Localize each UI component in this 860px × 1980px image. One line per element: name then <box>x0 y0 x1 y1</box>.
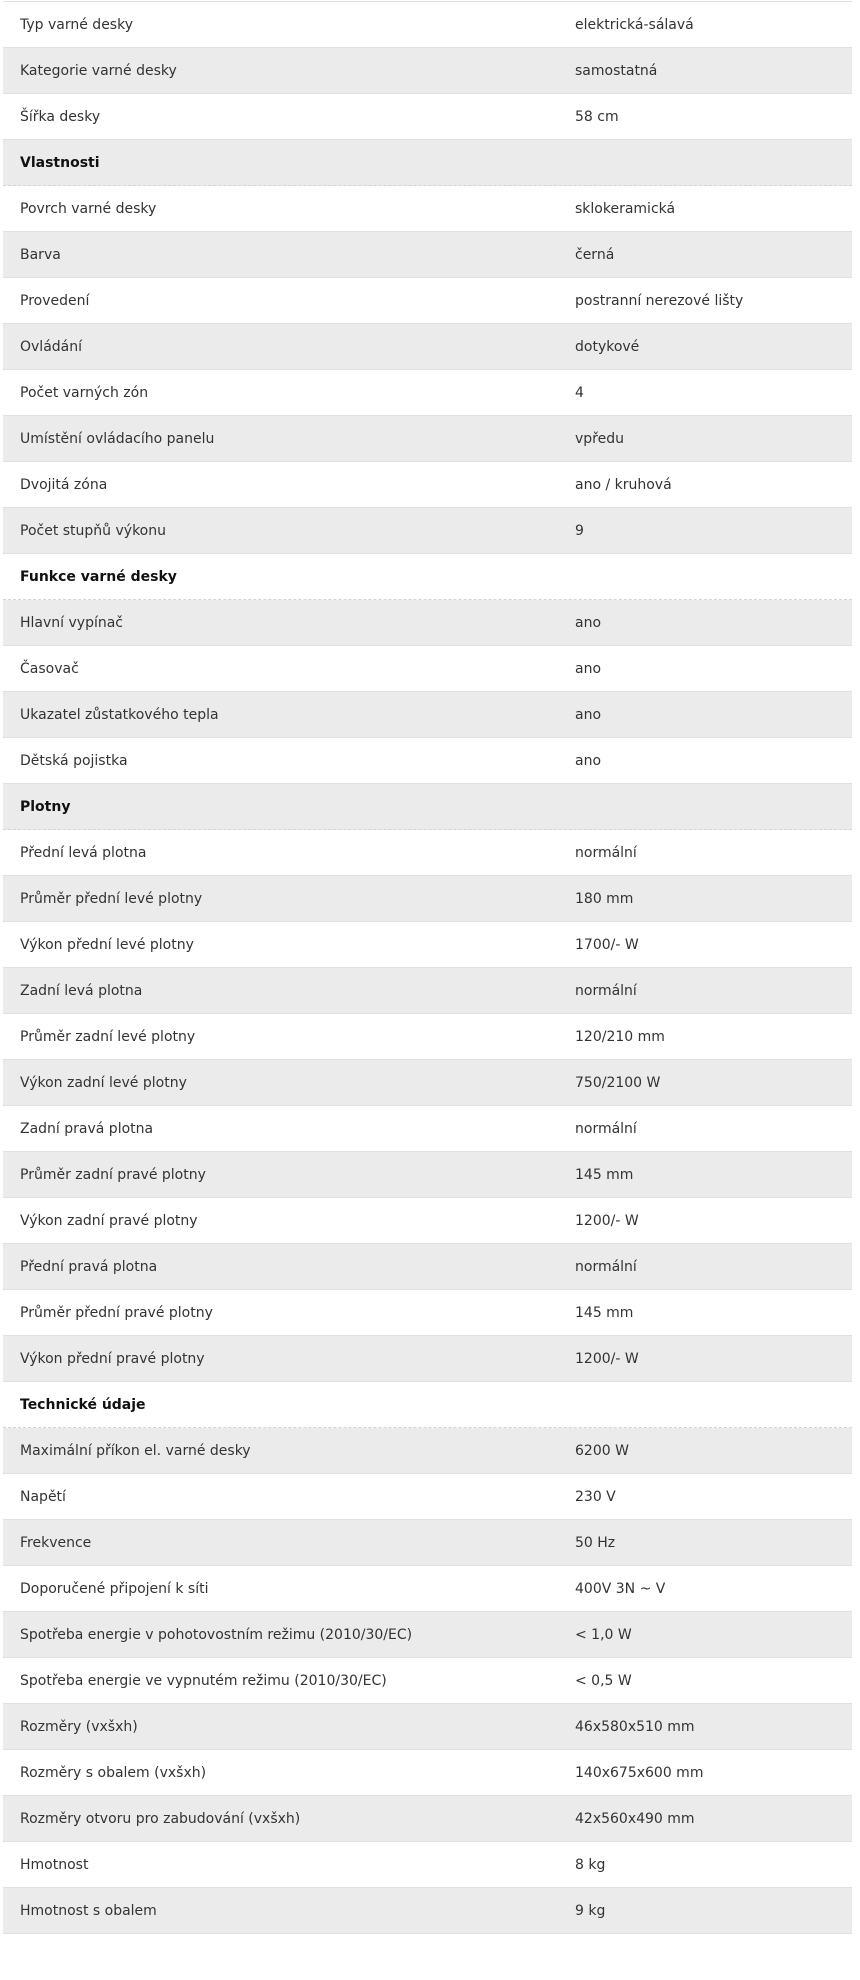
spec-row <box>3 1244 852 1290</box>
spec-row <box>3 1520 852 1566</box>
spec-label: Umístění ovládacího panelu <box>20 430 215 447</box>
spec-value: ano / kruhová <box>575 476 672 493</box>
spec-value: postranní nerezové lišty <box>575 292 744 309</box>
spec-value: normální <box>575 1120 637 1137</box>
spec-row <box>3 876 852 922</box>
spec-value: vpředu <box>575 430 624 447</box>
spec-label: Výkon přední pravé plotny <box>20 1350 205 1367</box>
spec-label: Rozměry (vxšxh) <box>20 1718 138 1735</box>
spec-row <box>3 1198 852 1244</box>
spec-row <box>3 1428 852 1474</box>
spec-label: Povrch varné desky <box>20 200 157 217</box>
spec-value: černá <box>575 246 615 263</box>
spec-value: normální <box>575 844 637 861</box>
spec-value: 750/2100 W <box>575 1074 661 1091</box>
spec-label: Průměr přední pravé plotny <box>20 1304 213 1321</box>
spec-value: normální <box>575 1258 637 1275</box>
spec-label: Přední levá plotna <box>20 844 147 861</box>
spec-value: 9 kg <box>575 1902 606 1919</box>
spec-row <box>3 1842 852 1888</box>
spec-label: Ukazatel zůstatkového tepla <box>20 706 219 723</box>
spec-label: Provedení <box>20 292 90 309</box>
spec-value: 4 <box>575 384 584 401</box>
spec-value: sklokeramická <box>575 200 676 217</box>
spec-label: Dětská pojistka <box>20 752 128 769</box>
spec-label: Doporučené připojení k síti <box>20 1580 209 1597</box>
spec-row <box>3 462 852 508</box>
section-title: Funkce varné desky <box>20 568 177 585</box>
spec-value: 120/210 mm <box>575 1028 665 1045</box>
spec-row <box>3 1704 852 1750</box>
spec-label: Výkon přední levé plotny <box>20 936 194 953</box>
spec-label: Dvojitá zóna <box>20 476 108 493</box>
section-header-row <box>3 784 852 830</box>
spec-row <box>3 646 852 692</box>
section-title: Plotny <box>20 798 71 815</box>
spec-value: 50 Hz <box>575 1534 616 1551</box>
spec-value: dotykové <box>575 338 640 355</box>
spec-value: 140x675x600 mm <box>575 1764 704 1781</box>
spec-value: 145 mm <box>575 1304 634 1321</box>
spec-row <box>3 186 852 232</box>
section-header-row <box>3 554 852 600</box>
spec-label: Hmotnost s obalem <box>20 1902 157 1919</box>
spec-row <box>3 1888 852 1934</box>
spec-label: Zadní pravá plotna <box>20 1120 154 1137</box>
spec-label: Průměr přední levé plotny <box>20 890 203 907</box>
spec-label: Šířka desky <box>20 108 101 125</box>
spec-value: 180 mm <box>575 890 634 907</box>
spec-row <box>3 600 852 646</box>
spec-value: 400V 3N ~ V <box>575 1580 666 1597</box>
spec-value: 42x560x490 mm <box>575 1810 695 1827</box>
spec-row <box>3 48 852 94</box>
spec-row <box>3 692 852 738</box>
spec-value: 58 cm <box>575 108 619 125</box>
spec-row <box>3 232 852 278</box>
spec-row <box>3 94 852 140</box>
spec-label: Napětí <box>20 1488 66 1505</box>
spec-row <box>3 1152 852 1198</box>
spec-label: Spotřeba energie v pohotovostním režimu (2010/30/EC) <box>20 1626 413 1643</box>
spec-row <box>3 1750 852 1796</box>
spec-label: Hlavní vypínač <box>20 614 123 631</box>
spec-value: ano <box>575 706 602 723</box>
section-title: Vlastnosti <box>20 154 100 171</box>
spec-row <box>3 1336 852 1382</box>
spec-label: Barva <box>20 246 61 263</box>
spec-value: elektrická-sálavá <box>575 16 694 33</box>
spec-value: normální <box>575 982 637 999</box>
spec-row <box>3 1796 852 1842</box>
section-title: Technické údaje <box>20 1396 146 1413</box>
spec-label: Průměr zadní levé plotny <box>20 1028 196 1045</box>
spec-table <box>3 1 852 1934</box>
spec-label: Rozměry s obalem (vxšxh) <box>20 1764 207 1781</box>
spec-value: 46x580x510 mm <box>575 1718 695 1735</box>
spec-row <box>3 830 852 876</box>
spec-label: Výkon zadní pravé plotny <box>20 1212 198 1229</box>
spec-label: Průměr zadní pravé plotny <box>20 1166 206 1183</box>
spec-label: Přední pravá plotna <box>20 1258 158 1275</box>
spec-value: 1700/- W <box>575 936 639 953</box>
spec-label: Frekvence <box>20 1534 92 1551</box>
spec-row <box>3 922 852 968</box>
spec-value: 9 <box>575 522 584 539</box>
spec-value: ano <box>575 660 602 677</box>
spec-row <box>3 1290 852 1336</box>
spec-row <box>3 2 852 48</box>
spec-label: Hmotnost <box>20 1856 89 1873</box>
spec-row <box>3 1106 852 1152</box>
spec-row <box>3 1612 852 1658</box>
spec-value: < 0,5 W <box>575 1672 632 1689</box>
spec-value: 6200 W <box>575 1442 629 1459</box>
spec-value: 8 kg <box>575 1856 606 1873</box>
spec-label: Časovač <box>20 660 79 677</box>
spec-row <box>3 1014 852 1060</box>
spec-value: samostatná <box>575 62 658 79</box>
spec-label: Rozměry otvoru pro zabudování (vxšxh) <box>20 1810 301 1827</box>
spec-row <box>3 1566 852 1612</box>
spec-value: ano <box>575 614 602 631</box>
spec-label: Kategorie varné desky <box>20 62 177 79</box>
spec-label: Počet stupňů výkonu <box>20 522 166 539</box>
section-header-row <box>3 1382 852 1428</box>
spec-value: 1200/- W <box>575 1212 639 1229</box>
spec-row <box>3 370 852 416</box>
spec-value: 145 mm <box>575 1166 634 1183</box>
spec-row <box>3 738 852 784</box>
spec-label: Spotřeba energie ve vypnutém režimu (2010/30/EC) <box>20 1672 387 1689</box>
spec-label: Maximální příkon el. varné desky <box>20 1442 251 1459</box>
spec-value: ano <box>575 752 602 769</box>
spec-label: Počet varných zón <box>20 384 149 401</box>
spec-row <box>3 1658 852 1704</box>
spec-label: Typ varné desky <box>20 16 133 33</box>
spec-label: Zadní levá plotna <box>20 982 143 999</box>
spec-row <box>3 1060 852 1106</box>
section-header-row <box>3 140 852 186</box>
spec-value: 230 V <box>575 1488 616 1505</box>
spec-label: Ovládání <box>20 338 83 355</box>
spec-value: < 1,0 W <box>575 1626 632 1643</box>
spec-row <box>3 324 852 370</box>
spec-row <box>3 968 852 1014</box>
spec-row <box>3 278 852 324</box>
spec-value: 1200/- W <box>575 1350 639 1367</box>
spec-row <box>3 1474 852 1520</box>
spec-row <box>3 416 852 462</box>
spec-label: Výkon zadní levé plotny <box>20 1074 187 1091</box>
spec-row <box>3 508 852 554</box>
